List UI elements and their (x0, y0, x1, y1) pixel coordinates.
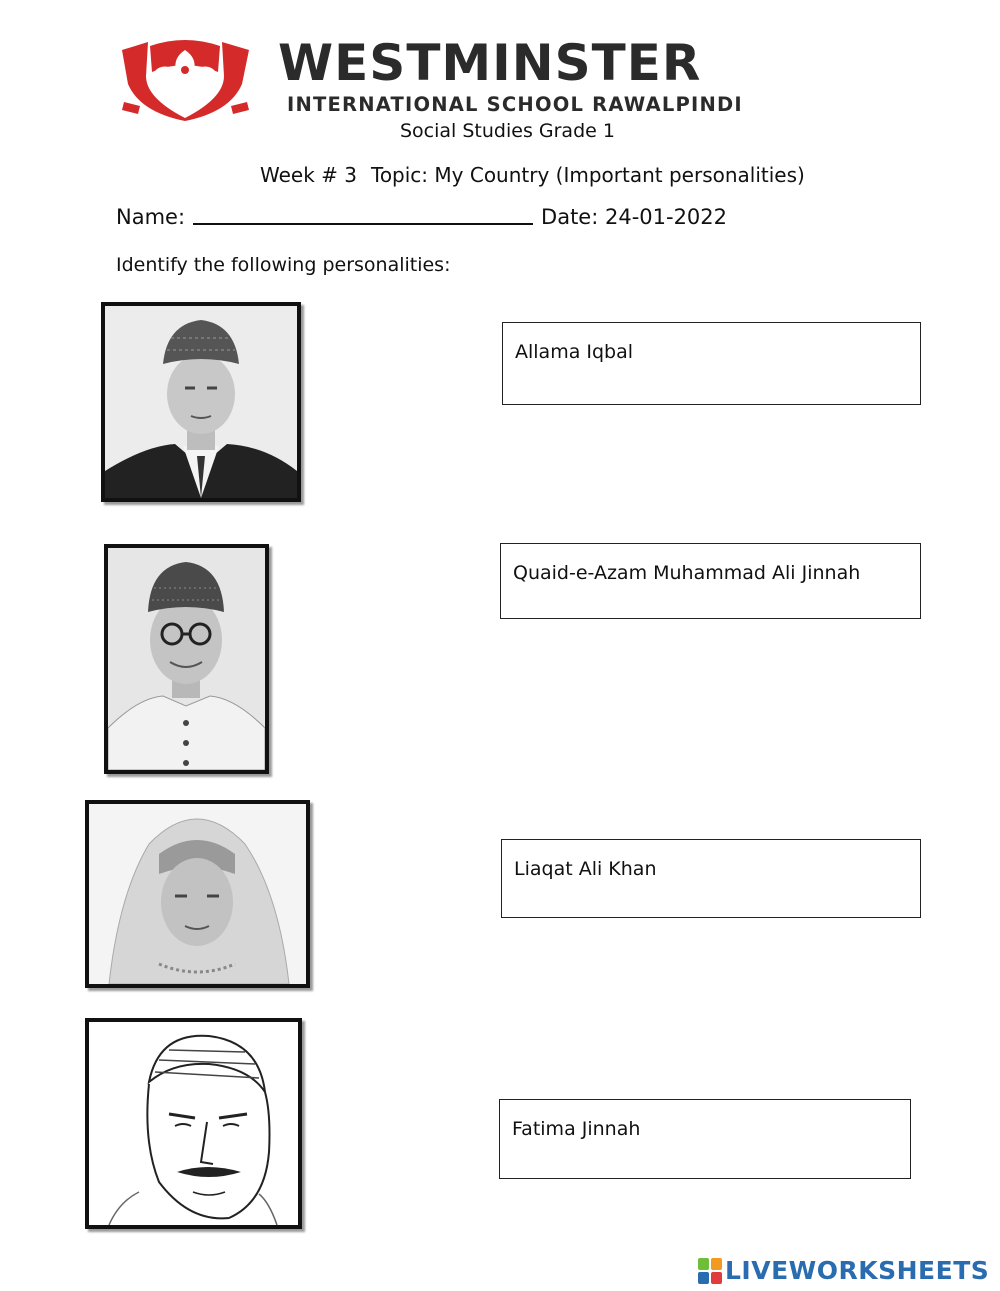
name-label: Name: (116, 205, 186, 229)
date-label: Date: 24-01-2022 (541, 205, 728, 229)
name-date-row (116, 205, 727, 229)
portrait-photo-4 (85, 1018, 302, 1229)
portrait-photo-3 (85, 800, 310, 988)
topic-label: Topic: My Country (Important personalities) (371, 163, 805, 187)
answer-box-2[interactable]: Quaid-e-Azam Muhammad Ali Jinnah (500, 543, 921, 619)
portrait-photo-2 (104, 544, 269, 774)
portrait-photo-icon (105, 306, 297, 498)
liveworksheets-logo-icon (698, 1258, 722, 1284)
answer-box-3[interactable]: Liaqat Ali Khan (501, 839, 921, 918)
portrait-photo-1 (101, 302, 301, 502)
school-subtitle: INTERNATIONAL SCHOOL RAWALPINDI (287, 93, 743, 116)
week-label: Week # 3 (260, 163, 357, 187)
portrait-sketch-icon (89, 1022, 298, 1225)
school-logo-icon (118, 36, 253, 121)
name-blank-line (193, 205, 533, 225)
brand-text: LIVEWORKSHEETS (725, 1256, 990, 1285)
liveworksheets-brand[interactable] (698, 1256, 989, 1285)
school-name: WESTMINSTER (278, 34, 702, 92)
answer-box-1[interactable]: Allama Iqbal (502, 322, 921, 405)
week-topic-line (260, 163, 805, 187)
portrait-photo-icon (89, 804, 306, 984)
instruction-text: Identify the following personalities: (116, 254, 451, 276)
answer-box-4[interactable]: Fatima Jinnah (499, 1099, 911, 1179)
portrait-photo-icon (108, 548, 265, 770)
subject-line: Social Studies Grade 1 (400, 120, 615, 142)
